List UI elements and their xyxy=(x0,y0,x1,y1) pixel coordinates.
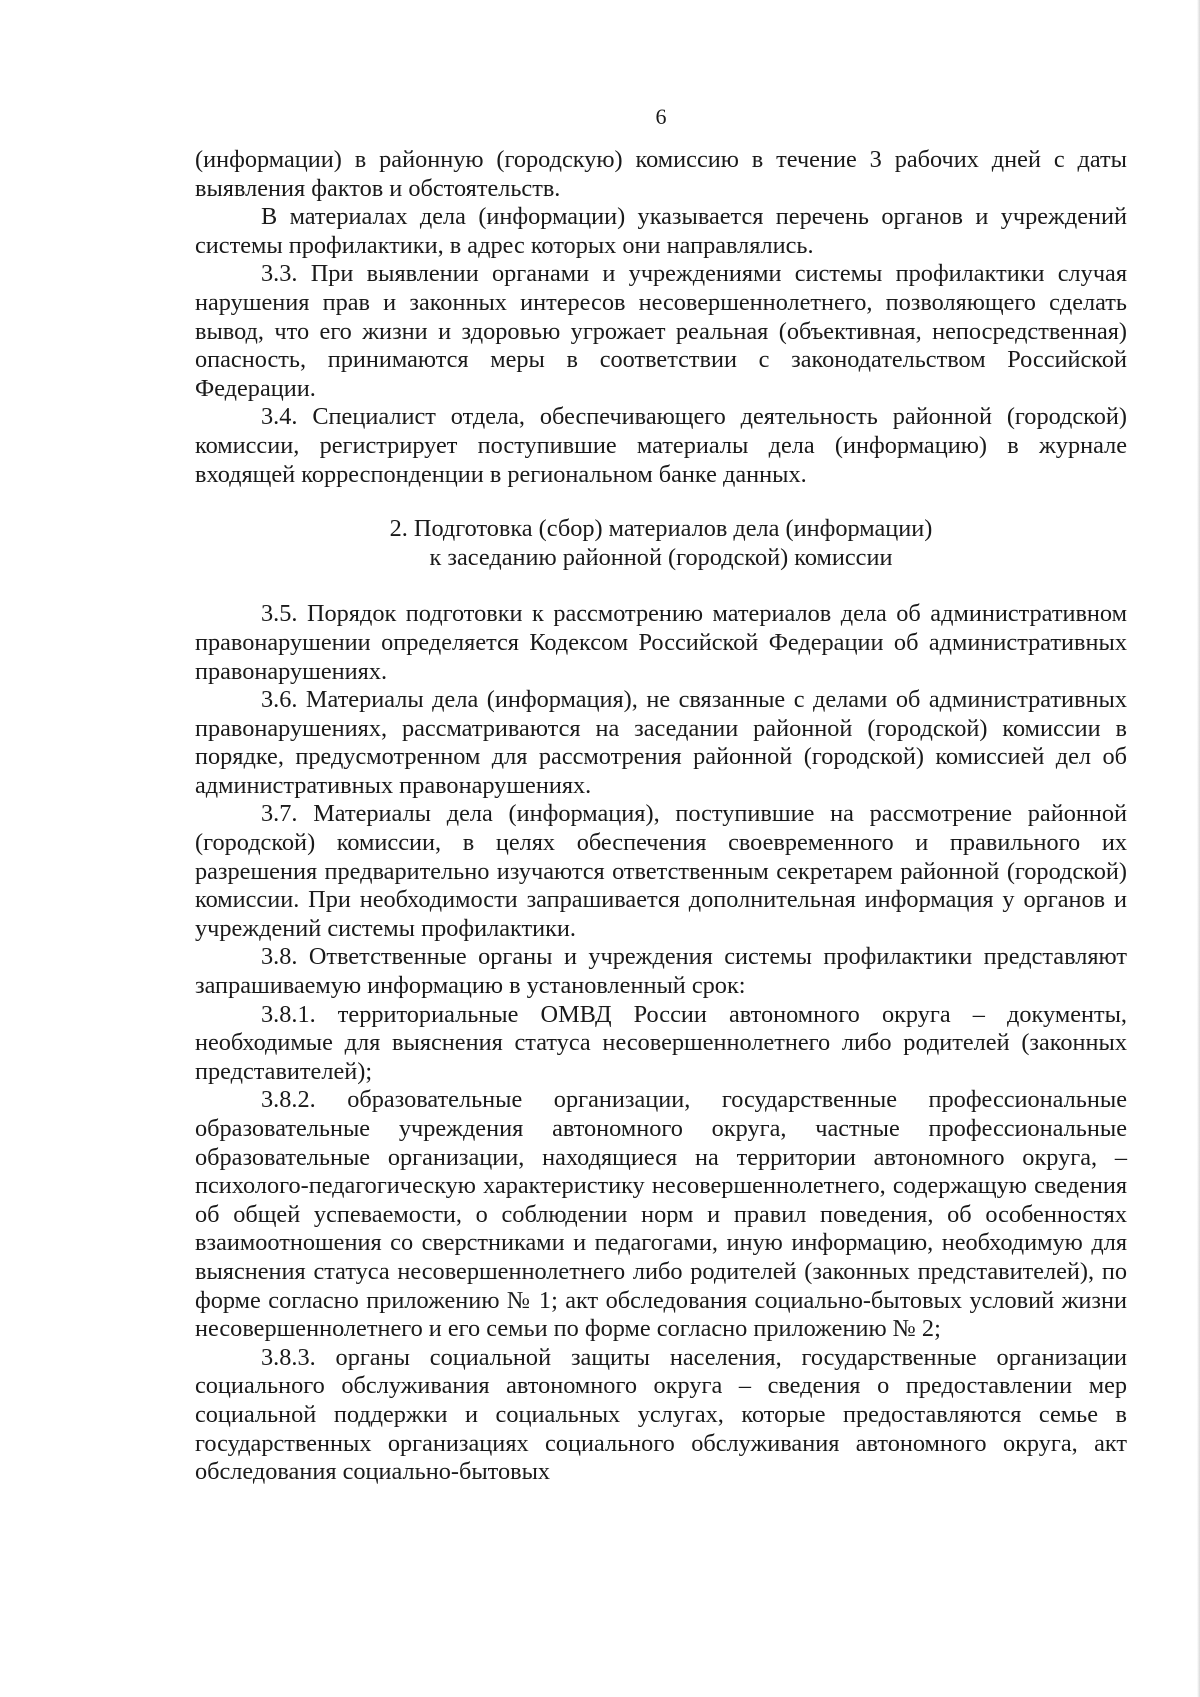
paragraph-3-7: 3.7. Материалы дела (информация), поступившие на рассмотрение районной (городской) комиссии, в целях обеспечения своевременного и правильного их разрешения предварительно изучаются ответственным секретарем районной (городской) комиссии. При необходимости запрашивается дополнительная информация у органов и учреждений системы профилактики. xyxy=(195,800,1127,942)
document-body xyxy=(195,146,1127,1487)
paragraph-3-8: 3.8. Ответственные органы и учреждения системы профилактики представляют запрашиваемую информацию в установленный срок: xyxy=(195,943,1127,1000)
section-heading-line-1: 2. Подготовка (сбор) материалов дела (информации) xyxy=(389,515,933,543)
paragraph-3-8-2: 3.8.2. образовательные организации, государственные профессиональные образовательные учреждения автономного округа, частные профессиональные образовательные организации, находящиеся на территории автономного округа, – психолого-педагогическую характеристику несовершеннолетнего, содержащую сведения об общей успеваемости, о соблюдении норм и правил поведения, об особенностях взаимоотношения со сверстниками и педагогами, иную информацию, необходимую для выяснения статуса несовершеннолетнего либо родителей (законных представителей), по форме согласно приложению № 1; акт обследования социально-бытовых условий жизни несовершеннолетнего и его семьи по форме согласно приложению № 2; xyxy=(195,1086,1127,1343)
section-heading xyxy=(195,515,1127,572)
paragraph-materials-list: В материалах дела (информации) указывается перечень органов и учреждений системы профилактики, в адрес которых они направлялись. xyxy=(195,203,1127,259)
paragraph-3-8-1: 3.8.1. территориальные ОМВД России автономного округа – документы, необходимые для выяснения статуса несовершеннолетнего либо родителей (законных представителей); xyxy=(195,1000,1127,1085)
paragraph-continuation: (информации) в районную (городскую) комиссию в течение 3 рабочих дней с даты выявления фактов и обстоятельств. xyxy=(195,146,1127,202)
section-heading-line-2: к заседанию районной (городской) комиссии xyxy=(429,543,893,571)
paragraph-3-4: 3.4. Специалист отдела, обеспечивающего деятельность районной (городской) комиссии, регистрирует поступившие материалы дела (информацию) в журнале входящей корреспонденции в региональном банке данных. xyxy=(195,403,1127,488)
paragraph-3-8-3: 3.8.3. органы социальной защиты населения, государственные организации социального обслуживания автономного округа – сведения о предоставлении мер социальной поддержки и социальных услугах, которые предоставляются семье в государственных организациях социального обслуживания автономного округа, акт обследования социально-бытовых xyxy=(195,1343,1127,1486)
paragraph-3-6: 3.6. Материалы дела (информация), не связанные с делами об административных правонарушениях, рассматриваются на заседании районной (городской) комиссии в порядке, предусмотренном для рассмотрения районной (городской) комиссией дел об административных правонарушениях. xyxy=(195,686,1127,799)
page-number: 6 xyxy=(655,104,667,129)
paragraph-3-5: 3.5. Порядок подготовки к рассмотрению материалов дела об административном правонарушении определяется Кодексом Российской Федерации об административных правонарушениях. xyxy=(195,600,1127,685)
paragraph-3-3: 3.3. При выявлении органами и учреждениями системы профилактики случая нарушения прав и законных интересов несовершеннолетнего, позволяющего сделать вывод, что его жизни и здоровью угрожает реальная (объективная, непосредственная) опасность, принимаются меры в соответствии с законодательством Российской Федерации. xyxy=(195,260,1127,402)
